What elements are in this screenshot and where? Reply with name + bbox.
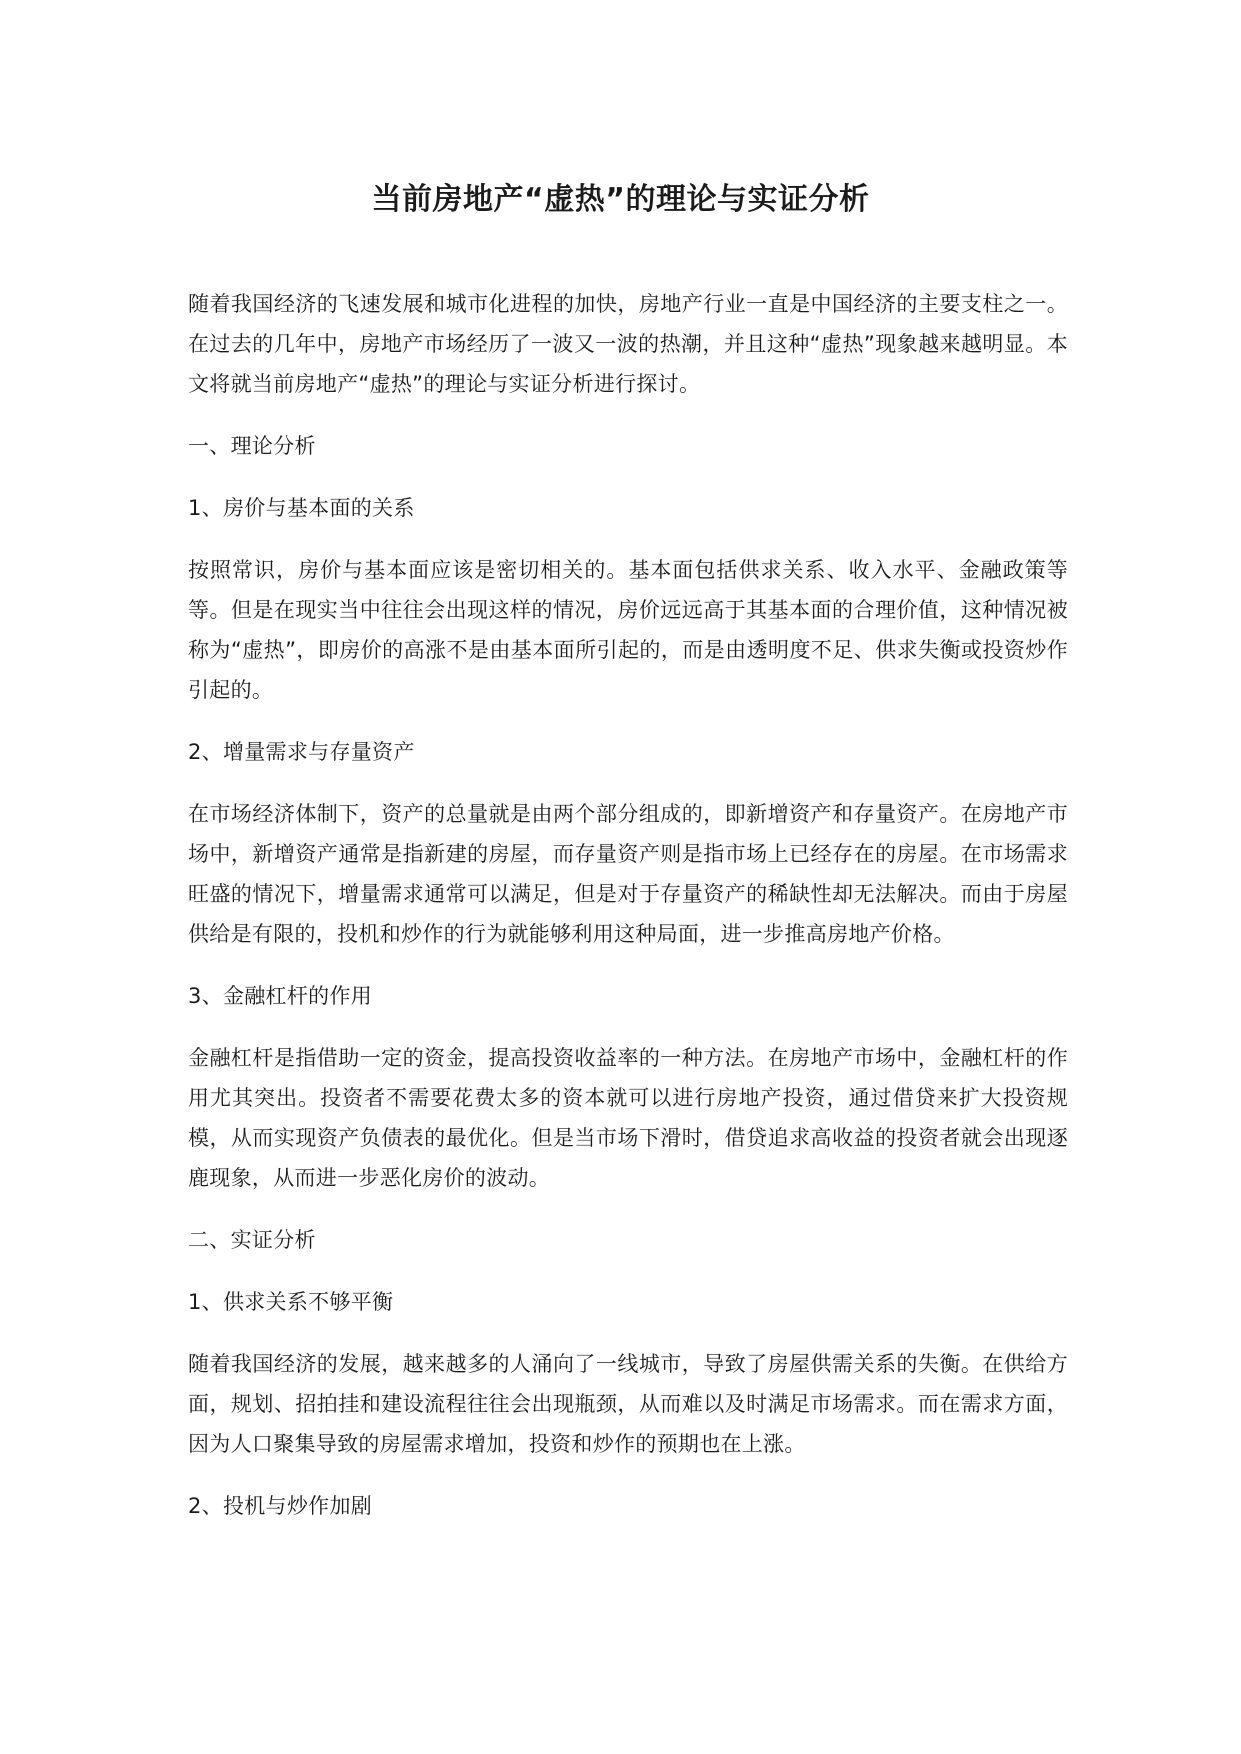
document-body <box>188 284 1068 1548</box>
subsection-heading: 2、投机与炒作加剧 <box>188 1494 373 1518</box>
section-heading-theory: 一、理论分析 <box>188 434 316 458</box>
body-paragraph: 随着我国经济的发展，越来越多的人涌向了一线城市，导致了房屋供需关系的失衡。在供给方面，规划、招拍挂和建设流程往往会出现瓶颈，从而难以及时满足市场需求。而在需求方面，因为人口聚集导致的房屋需求增加，投资和炒作的预期也在上涨。 <box>188 1352 1068 1456</box>
body-paragraph: 在市场经济体制下，资产的总量就是由两个部分组成的，即新增资产和存量资产。在房地产市场中，新增资产通常是指新建的房屋，而存量资产则是指市场上已经存在的房屋。在市场需求旺盛的情况下，增量需求通常可以满足，但是对于存量资产的稀缺性却无法解决。而由于房屋供给是有限的，投机和炒作的行为就能够利用这种局面，进一步推高房地产价格。 <box>188 802 1068 946</box>
subsection-heading: 3、金融杠杆的作用 <box>188 984 373 1008</box>
body-paragraph: 金融杠杆是指借助一定的资金，提高投资收益率的一种方法。在房地产市场中，金融杠杆的作用尤其突出。投资者不需要花费太多的资本就可以进行房地产投资，通过借贷来扩大投资规模，从而实现资产负债表的最优化。但是当市场下滑时，借贷追求高收益的投资者就会出现逐鹿现象，从而进一步恶化房价的波动。 <box>188 1046 1068 1190</box>
document-title: 当前房地产“虚热”的理论与实证分析 <box>371 182 870 217</box>
section-heading-empirical: 二、实证分析 <box>188 1228 316 1252</box>
intro-paragraph: 随着我国经济的飞速发展和城市化进程的加快，房地产行业一直是中国经济的主要支柱之一。在过去的几年中，房地产市场经历了一波又一波的热潮，并且这种“虚热”现象越来越明显。本文将就当前房地产“虚热”的理论与实证分析进行探讨。 <box>188 292 1068 396</box>
subsection-heading: 1、房价与基本面的关系 <box>188 496 415 520</box>
subsection-heading: 1、供求关系不够平衡 <box>188 1290 394 1314</box>
subsection-heading: 2、增量需求与存量资产 <box>188 740 415 764</box>
body-paragraph: 按照常识，房价与基本面应该是密切相关的。基本面包括供求关系、收入水平、金融政策等等。但是在现实当中往往会出现这样的情况，房价远远高于其基本面的合理价值，这种情况被称为“虚热”，即房价的高涨不是由基本面所引起的，而是由透明度不足、供求失衡或投资炒作引起的。 <box>188 558 1068 702</box>
